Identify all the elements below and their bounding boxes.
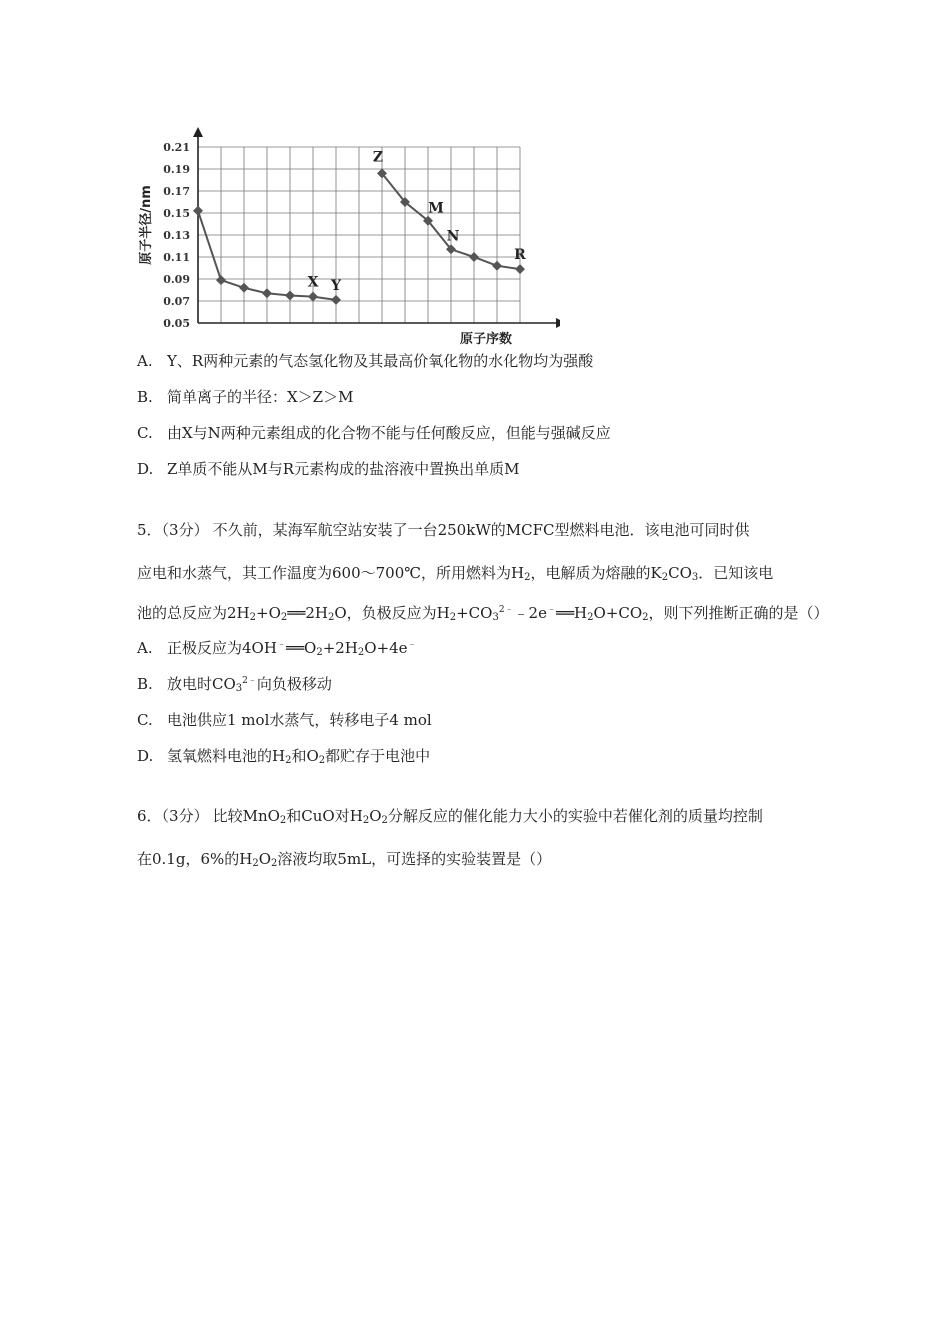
text: 放电时CO — [167, 675, 236, 693]
text: ，电解质为熔融的K — [530, 564, 662, 582]
q6-line-2 — [137, 849, 551, 869]
y-axis-arrow — [193, 127, 203, 137]
data-point — [308, 292, 318, 302]
subscript: 2 — [642, 612, 649, 623]
subscript: 3 — [492, 612, 499, 623]
text: +CO — [456, 604, 493, 622]
y-tick-label: 0.13 — [163, 229, 190, 242]
text: O，负极反应为H — [334, 604, 450, 622]
text: +O — [256, 604, 281, 622]
y-axis-label: 原子半径/nm — [139, 185, 154, 265]
option-text: Z单质不能从M与R元素构成的盐溶液中置换出单质M — [167, 460, 520, 478]
text: ══2H — [287, 604, 328, 622]
q5-option-a — [137, 638, 417, 658]
data-point — [216, 275, 226, 285]
subscript: 2 — [524, 572, 531, 583]
subscript: 2 — [279, 815, 287, 826]
subscript: 3 — [691, 572, 699, 583]
q6-line-1 — [137, 806, 763, 826]
data-point — [492, 261, 502, 271]
text: 在0.1g，6%的H — [137, 850, 253, 868]
x-axis-label: 原子序数 — [460, 332, 513, 347]
point-annotation: Y — [331, 277, 341, 294]
text: 电池供应1 mol水蒸气，转移电子4 mol — [167, 711, 432, 729]
subscript: 2 — [381, 815, 388, 826]
subscript: 2 — [327, 612, 335, 623]
text: ，则下列推断正确的是（） — [648, 604, 829, 622]
text: 比较MnO — [212, 807, 280, 825]
option-letter: B. — [137, 675, 153, 693]
subscript: 2 — [316, 647, 323, 658]
option-letter: C. — [137, 424, 153, 442]
data-point — [239, 283, 249, 293]
q5-line-3 — [137, 603, 829, 623]
superscript: ﹣ — [546, 605, 556, 615]
text: ══H — [555, 604, 588, 622]
q4-option-c — [137, 423, 611, 443]
superscript: ﹣ — [407, 640, 417, 650]
y-tick-label: 0.07 — [163, 295, 190, 308]
text: O+4e — [364, 639, 408, 657]
atomic-radius-chart — [130, 125, 560, 350]
option-letter: D. — [137, 460, 154, 478]
text: O — [258, 850, 272, 868]
q4-option-a — [137, 351, 593, 371]
q5-option-c — [137, 710, 432, 730]
q5-option-b — [137, 674, 332, 694]
text: O+CO — [593, 604, 643, 622]
subscript: 2 — [318, 755, 326, 766]
subscript: 3 — [235, 683, 243, 694]
data-point — [193, 206, 203, 216]
option-text: 由X与N两种元素组成的化合物不能与任何酸反应，但能与强碱反应 — [167, 424, 611, 442]
q5-option-d — [137, 746, 430, 766]
subscript: 2 — [449, 612, 457, 623]
text: 分解反应的催化能力大小的实验中若催化剂的质量均控制 — [387, 807, 763, 825]
text: 向负极移动 — [256, 675, 332, 693]
option-letter: D. — [137, 747, 154, 765]
y-tick-label: 0.09 — [163, 273, 190, 286]
subscript: 2 — [587, 612, 594, 623]
q5-line-1 — [137, 520, 749, 540]
text: ══O — [285, 639, 317, 657]
text: 溶液均取5mL，可选择的实验装置是（） — [277, 850, 552, 868]
y-tick-label: 0.11 — [163, 251, 190, 264]
text: ．已知该电 — [698, 564, 774, 582]
subscript: 2 — [362, 815, 370, 826]
subscript: 2 — [285, 755, 292, 766]
superscript: 2﹣ — [242, 676, 257, 686]
text: 和CuO对H — [286, 807, 363, 825]
subscript: 2 — [249, 612, 257, 623]
superscript: ﹣ — [276, 640, 286, 650]
data-point — [515, 264, 525, 274]
subscript: 2 — [357, 647, 365, 658]
option-letter: C. — [137, 711, 153, 729]
q4-option-d — [137, 459, 519, 479]
option-letter: B. — [137, 388, 153, 406]
text: ﹣2e — [513, 604, 547, 622]
point-annotation: N — [446, 228, 460, 245]
data-point — [469, 252, 479, 262]
text: 池的总反应为2H — [137, 604, 250, 622]
text: CO — [668, 564, 692, 582]
point-annotation: R — [514, 247, 526, 264]
text: 正极反应为4OH — [167, 639, 277, 657]
option-letter: A. — [137, 352, 153, 370]
y-tick-label: 0.05 — [163, 317, 190, 330]
text: 和O — [291, 747, 319, 765]
text: O — [369, 807, 382, 825]
subscript: 2 — [280, 612, 288, 623]
q4-option-b — [137, 387, 353, 407]
point-annotation: X — [307, 274, 319, 291]
text: +2H — [322, 639, 358, 657]
q5-line-2 — [137, 563, 773, 583]
question-text: 不久前，某海军航空站安装了一台250kW的MCFC型燃料电池．该电池可同时供 — [212, 521, 750, 539]
data-point — [285, 291, 295, 301]
data-point — [262, 288, 272, 298]
option-text: Y、R两种元素的气态氢化物及其最高价氧化物的水化物均为强酸 — [167, 352, 594, 370]
text: 都贮存于电池中 — [325, 747, 431, 765]
superscript: 2﹣ — [498, 605, 514, 615]
chart-svg — [130, 125, 560, 350]
y-tick-label: 0.19 — [163, 163, 190, 176]
subscript: 2 — [252, 858, 259, 869]
y-tick-label: 0.21 — [163, 141, 190, 154]
point-annotation: M — [428, 200, 444, 217]
point-annotation: Z — [372, 149, 384, 166]
question-number: 6．（3分） — [137, 807, 209, 825]
subscript: 2 — [271, 858, 278, 869]
subscript: 2 — [661, 572, 669, 583]
y-tick-label: 0.15 — [163, 207, 190, 220]
option-text: 简单离子的半径：X＞Z＞M — [167, 388, 354, 406]
text: 应电和水蒸气，其工作温度为600～700℃，所用燃料为H — [137, 564, 525, 582]
data-point — [331, 295, 341, 305]
x-axis-arrow — [556, 318, 560, 328]
text: 氢氧燃料电池的H — [167, 747, 286, 765]
option-letter: A. — [137, 639, 153, 657]
y-tick-label: 0.17 — [163, 185, 190, 198]
question-number: 5．（3分） — [137, 521, 209, 539]
